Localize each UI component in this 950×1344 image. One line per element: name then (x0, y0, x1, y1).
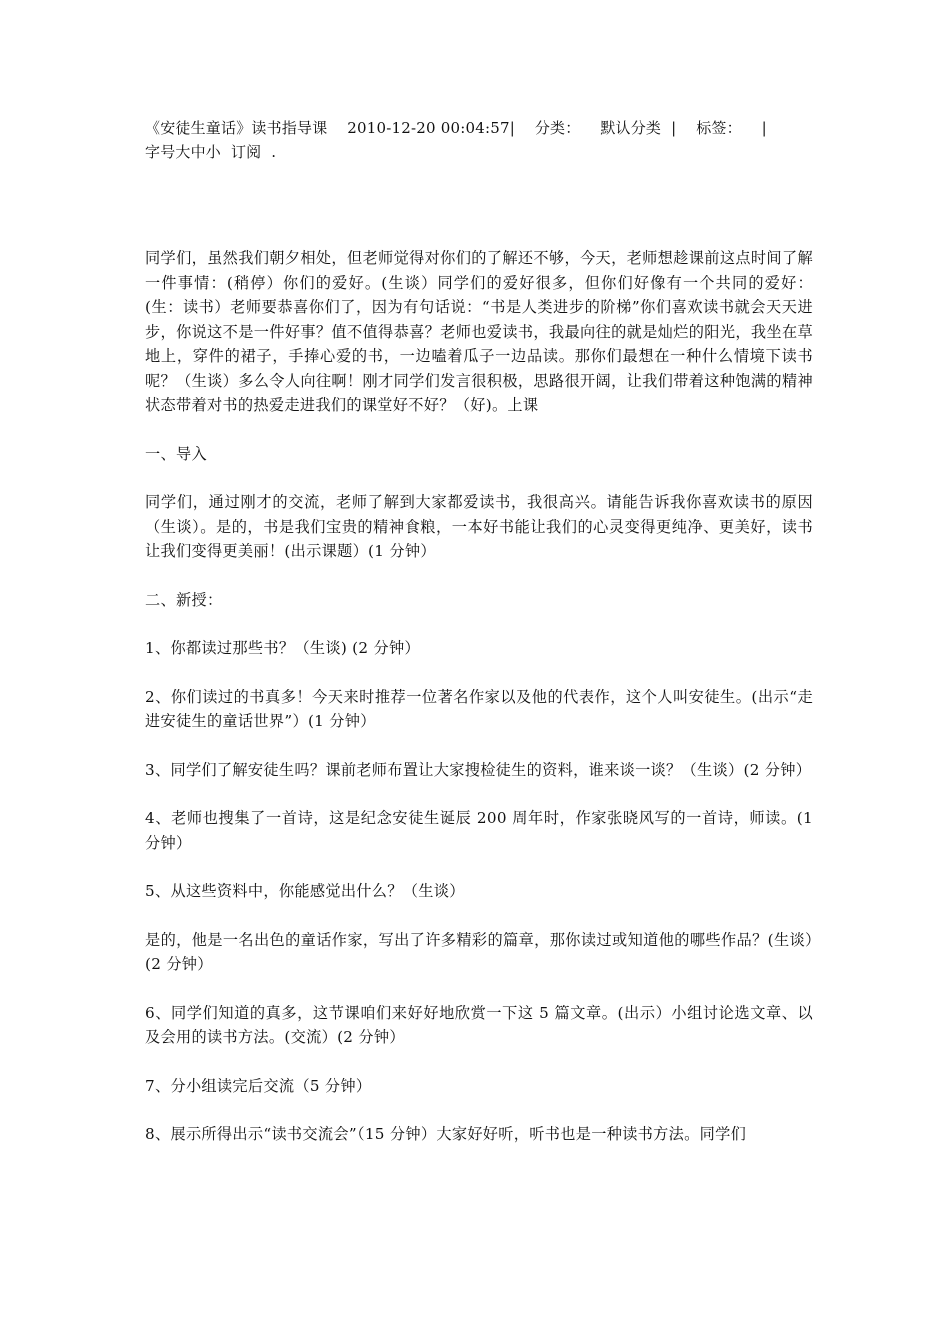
list-item: 5、从这些资料中，你能感觉出什么？（生谈） (145, 882, 465, 900)
post-header: 《安徒生童话》读书指导课 2010-12-20 00:04:57| 分类： 默认分类 | 标签： |字号大中小 订阅 . (145, 119, 767, 161)
document-page (145, 0, 813, 1171)
article-body (145, 246, 813, 1147)
list-item: 6、同学们知道的真多，这节课咱们来好好地欣赏一下这 5 篇文章。(出示）小组讨论选文章、以及会用的读书方法。(交流）(2 分钟） (145, 1003, 813, 1046)
list-item: 7、分小组读完后交流（5 分钟） (145, 1076, 372, 1095)
font-size-control[interactable]: 字号大中小 (145, 143, 222, 161)
list-item: 3、同学们了解安徒生吗？课前老师布置让大家搜检徒生的资料，谁来谈一谈？（生谈）(2 分钟） (145, 760, 812, 779)
tags-label: 标签： (696, 119, 742, 137)
category-link[interactable]: 默认分类 (600, 119, 662, 137)
paragraph: 是的，他是一名出色的童话作家，写出了许多精彩的篇章，那你读过或知道他的哪些作品？(生谈）(2 分钟） (145, 930, 813, 973)
section-heading: 一、导入 (145, 444, 207, 463)
post-timestamp: 2010-12-20 00:04:57 (347, 119, 510, 137)
category-label: 分类： (534, 119, 581, 137)
paragraph: 同学们，虽然我们朝夕相处，但老师觉得对你们的了解还不够，今天，老师想趁课前这点时间了解一件事情：(稍停）你们的爱好。(生谈）同学们的爱好很多，但你们好像有一个共同的爱好：(生：读书）老师要恭喜你们了，因为有句话说：“书是人类进步的阶梯”你们喜欢读书就会天天进步，你说这不是一件好事？值不值得恭喜？老师也爱读书，我最向往的就是灿烂的阳光，我坐在草地上，穿件的裙子，手捧心爱的书，一边嗑着瓜子一边品读。那你们最想在一种什么情境下读书呢？（生谈）多么令人向往啊！刚才同学们发言很积极，思路很开阔，让我们带着这种饱满的精神状态带着对书的热爱走进我们的课堂好不好？（好)。上课 (145, 249, 813, 414)
post-title: 《安徒生童话》读书指导课 (145, 119, 328, 137)
list-item: 2、你们读过的书真多！今天来时推荐一位著名作家以及他的代表作，这个人叫安徒生。(出示“走进安徒生的童话世界”）(1 分钟） (145, 687, 813, 730)
subscribe-link[interactable]: 订阅 (230, 143, 262, 161)
section-heading: 二、新授： (145, 590, 223, 609)
list-item: 8、展示所得出示“读书交流会”（15 分钟）大家好好听，听书也是一种读书方法。同学们 (145, 1125, 747, 1143)
paragraph: 同学们，通过刚才的交流，老师了解到大家都爱读书，我很高兴。请能告诉我你喜欢读书的原因（生谈）。是的，书是我们宝贵的精神食粮，一本好书能让我们的心灵变得更纯净、更美好，读书让我们变得更美丽！(出示课题）(1 分钟） (145, 493, 813, 560)
list-item: 4、老师也搜集了一首诗，这是纪念安徒生诞辰 200 周年时，作家张晓风写的一首诗，师读。(1 分钟） (145, 809, 813, 852)
list-item: 1、你都读过那些书？（生谈) (2 分钟） (145, 639, 420, 657)
